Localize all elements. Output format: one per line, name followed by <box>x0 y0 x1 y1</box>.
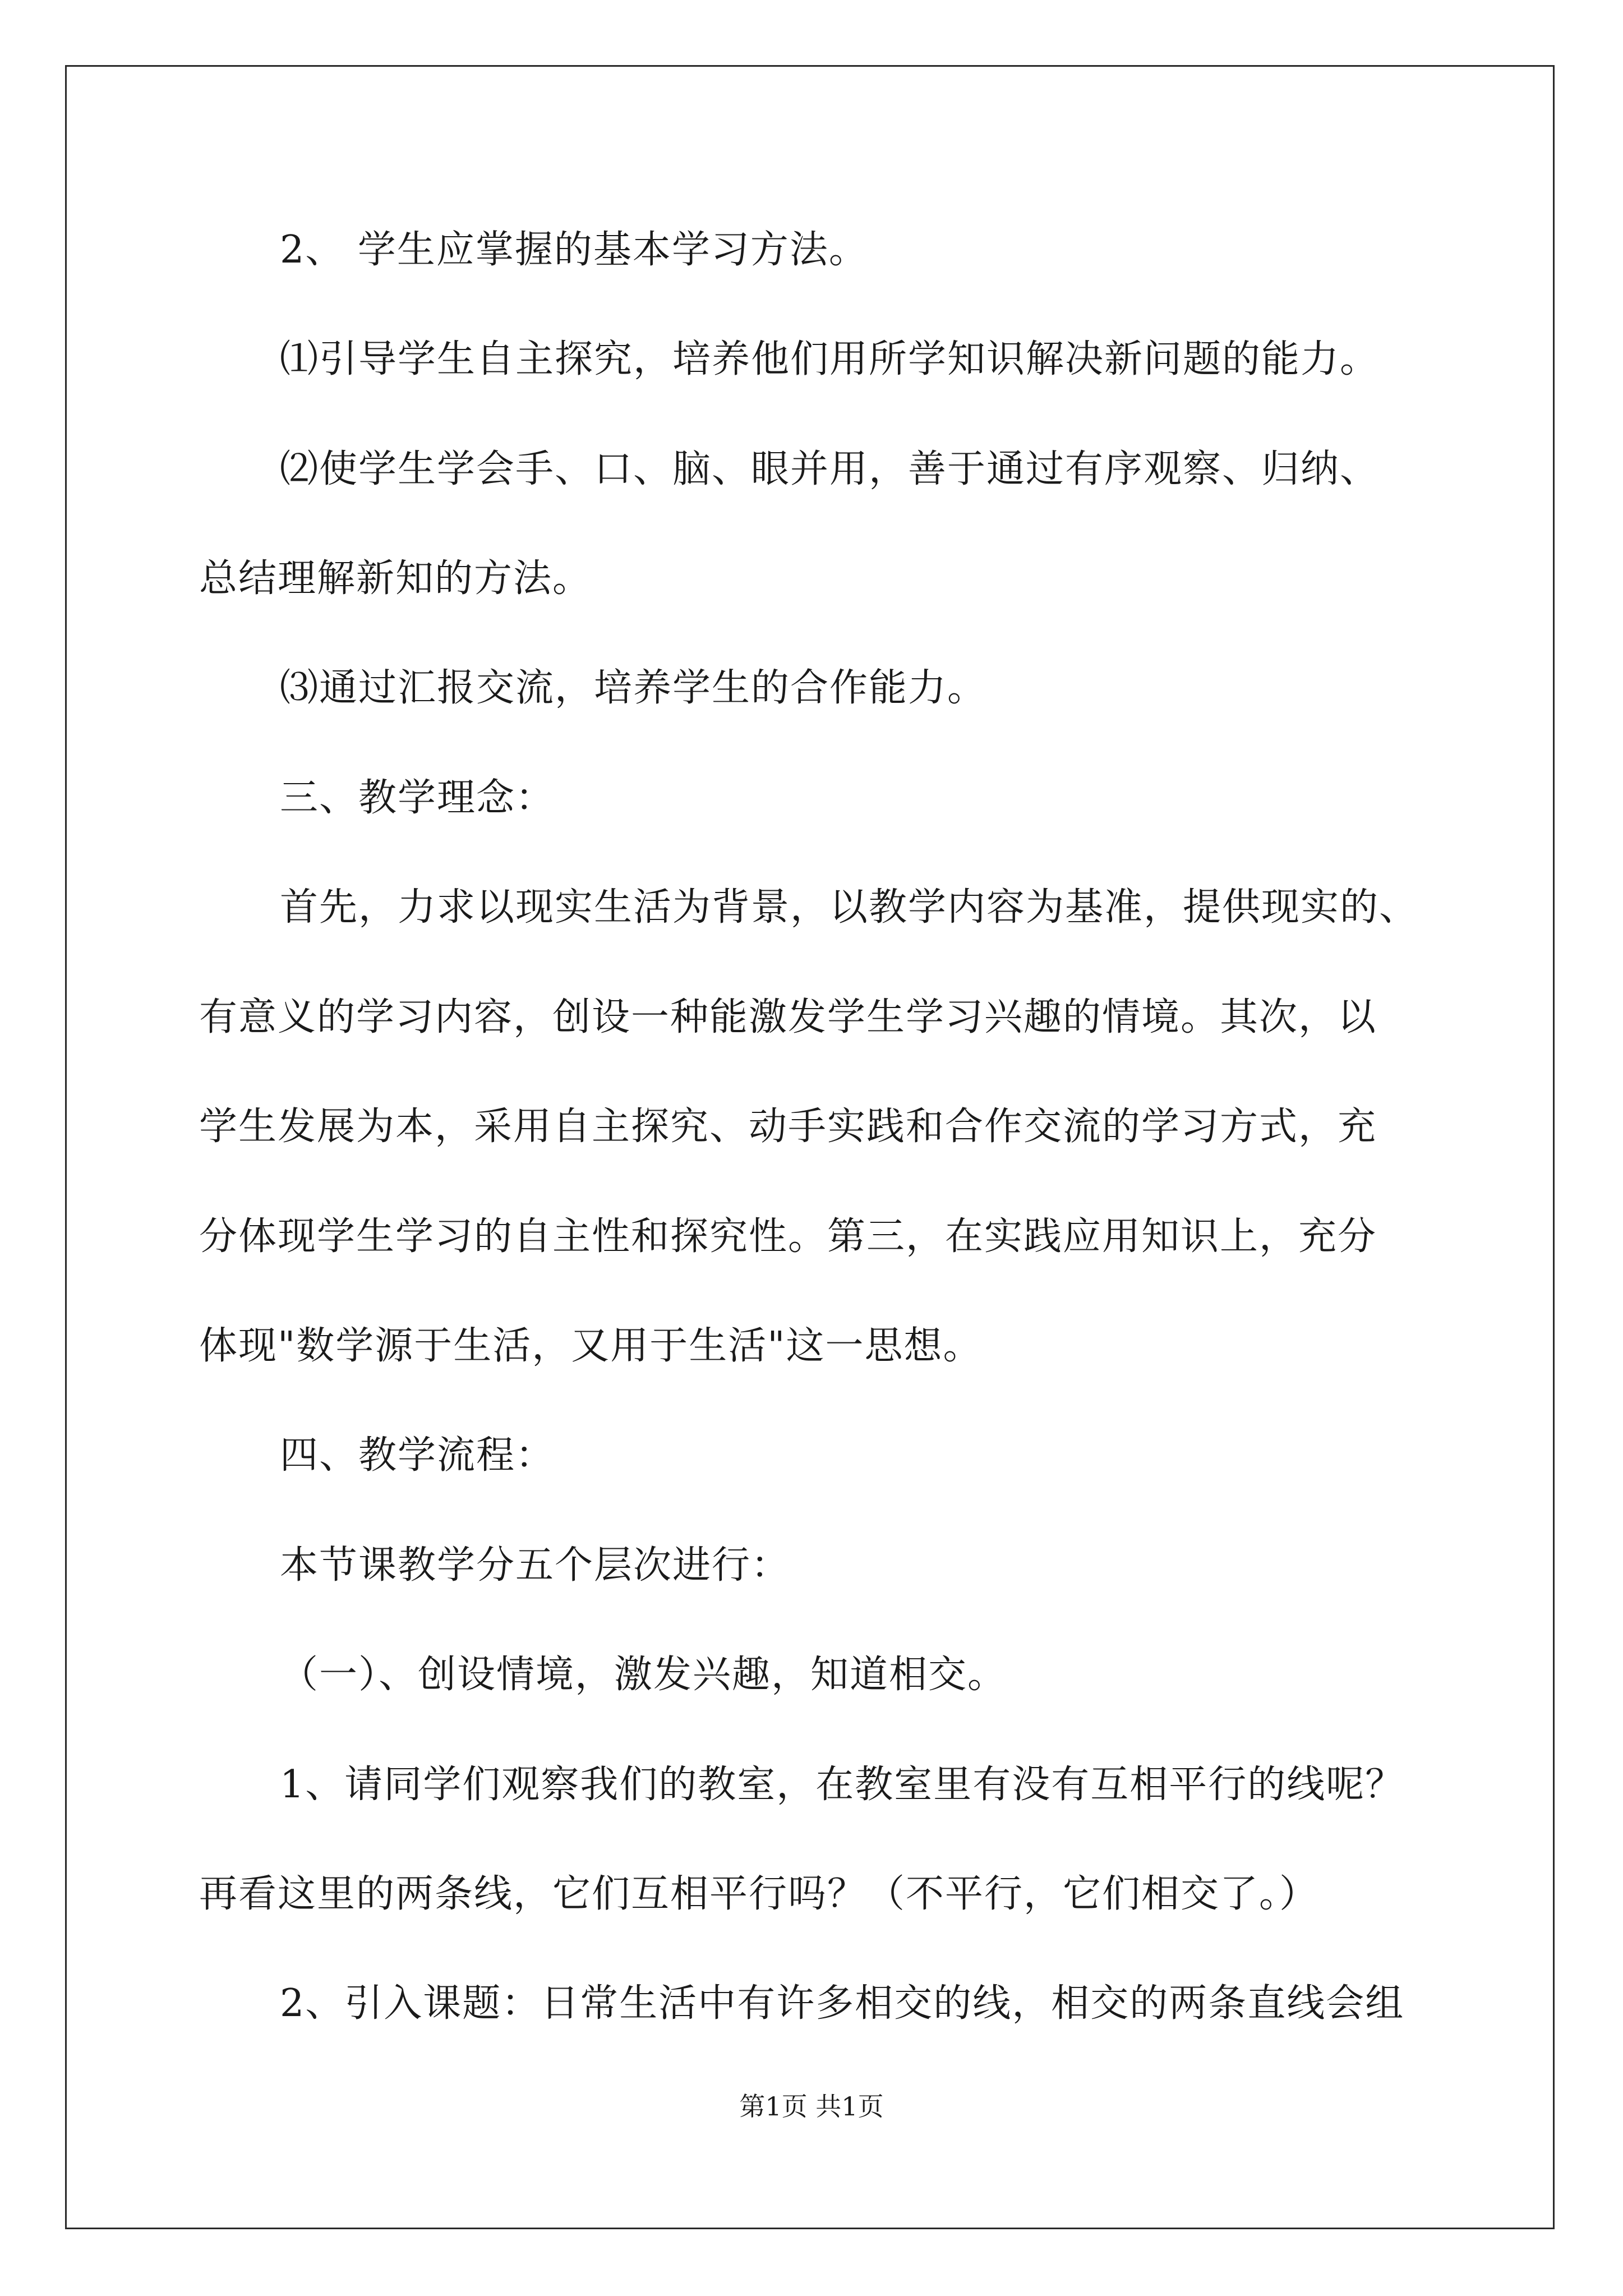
text-line: 再看这里的两条线，它们互相平行吗？（不平行，它们相交了。） <box>199 1872 1319 1916</box>
text-line: 分体现学生学习的自主性和探究性。第三，在实践应用知识上，充分 <box>199 1214 1377 1259</box>
text-line: ⑶通过汇报交流，培养学生的合作能力。 <box>280 666 987 710</box>
text-line: 体现"数学源于生活，又用于生活"这一思想。 <box>199 1324 983 1368</box>
text-line: ⑵使学生学会手、口、脑、眼并用，善于通过有序观察、归纳、 <box>280 447 1380 491</box>
text-line: 本节课教学分五个层次进行： <box>280 1543 791 1588</box>
text-line: 首先，力求以现实生活为背景，以教学内容为基准，提供现实的、 <box>280 885 1419 930</box>
section-heading: 四、教学流程： <box>280 1433 555 1478</box>
text-line: 有意义的学习内容，创设一种能激发学生学习兴趣的情境。其次，以 <box>199 995 1377 1039</box>
text-line: 总结理解新知的方法。 <box>199 556 592 601</box>
subsection-heading: （一）、创设情境，激发兴趣，知道相交。 <box>280 1653 1007 1697</box>
text-line: 学生发展为本，采用自主探究、动手实践和合作交流的学习方式，充 <box>199 1105 1377 1149</box>
text-line: 1、请同学们观察我们的教室，在教室里有没有互相平行的线呢？ <box>280 1763 1405 1807</box>
text-line: ⑴引导学生自主探究，培养他们用所学知识解决新问题的能力。 <box>280 337 1380 381</box>
text-line: 2、 学生应掌握的基本学习方法。 <box>280 228 868 272</box>
text-line: 2、引入课题：日常生活中有许多相交的线，相交的两条直线会组 <box>280 1981 1405 2026</box>
page-footer: 第1页 共1页 <box>739 2091 884 2122</box>
section-heading: 三、教学理念： <box>280 776 555 820</box>
